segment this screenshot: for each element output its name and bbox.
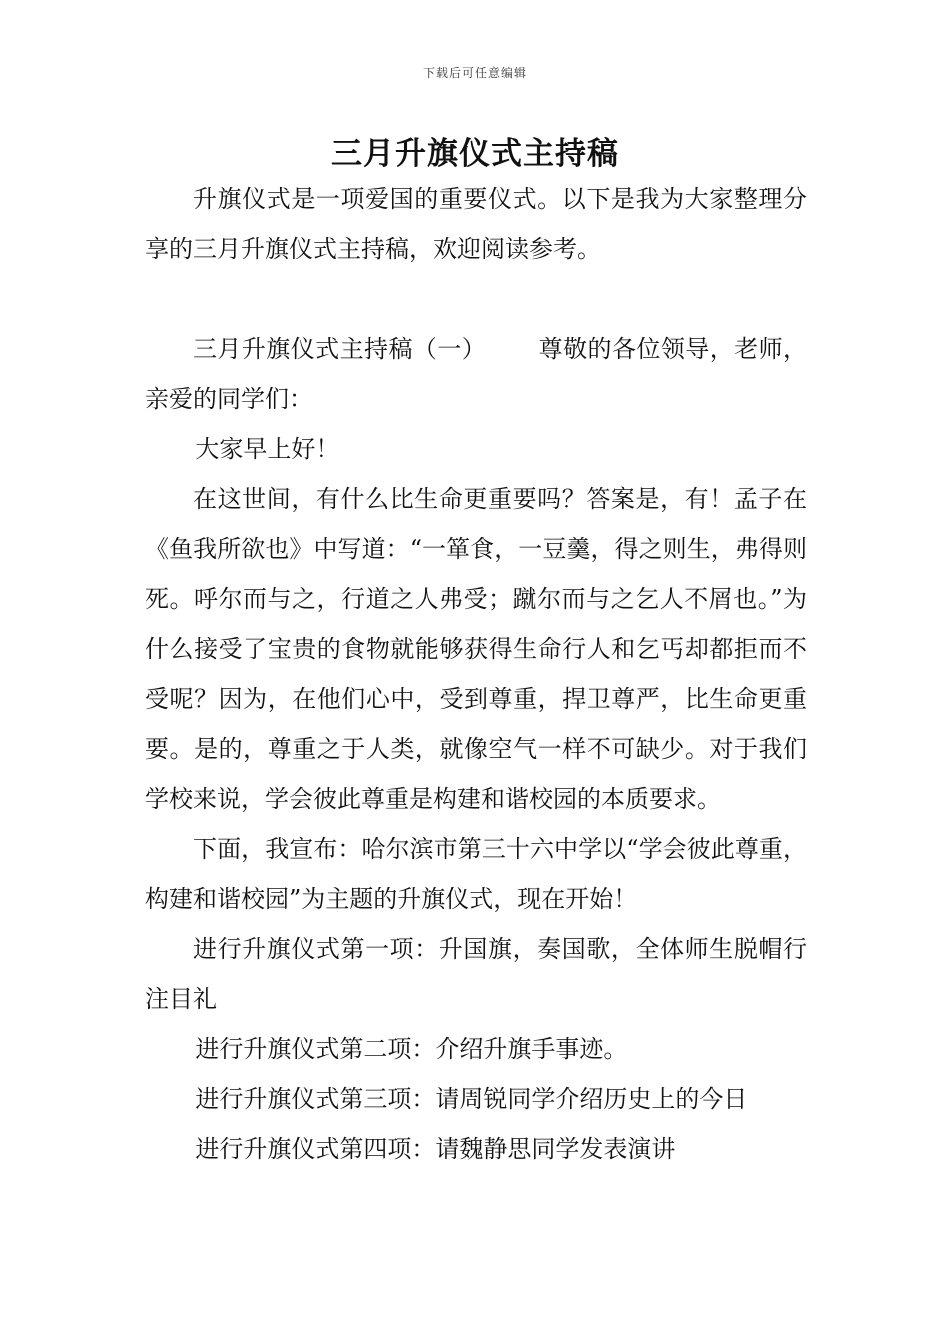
header-note: 下载后可任意编辑 [422,66,527,80]
body-paragraph-2: 下面，我宣布：哈尔滨市第三十六中学以“学会彼此尊重，构建和谐校园”为主题的升旗仪式，现在开始！ [145,835,807,913]
blank-line [145,274,807,324]
section-heading-paragraph [145,324,807,424]
document-body [145,174,807,1174]
greeting-paragraph: 大家早上好！ [195,435,340,463]
salutation: 尊敬的各位领导，老师，亲爱的同学们： [145,335,808,413]
section-heading: 三月升旗仪式主持稿（一） [193,335,487,363]
ceremony-item-1: 进行升旗仪式第一项：升国旗，奏国歌，全体师生脱帽行注目礼 [145,935,807,1013]
ceremony-item-2: 进行升旗仪式第二项：介绍升旗手事迹。 [195,1035,628,1063]
ceremony-item-3: 进行升旗仪式第三项：请周锐同学介绍历史上的今日 [195,1085,748,1113]
document-title: 三月升旗仪式主持稿 [331,136,619,172]
intro-paragraph: 升旗仪式是一项爱国的重要仪式。以下是我为大家整理分享的三月升旗仪式主持稿，欢迎阅读参考。 [145,185,807,263]
ceremony-item-4: 进行升旗仪式第四项：请魏静思同学发表演讲 [195,1135,676,1163]
body-paragraph-1: 在这世间，有什么比生命更重要吗？答案是，有！孟子在《鱼我所欲也》中写道：“一箪食，一豆羹，得之则生，弗得则死。呼尔而与之，行道之人弗受；蹴尔而与之乞人不屑也。”为什么接受了宝贵的食物就能够获得生命行人和乞丐却都拒而不受呢？因为，在他们心中，受到尊重，捍卫尊严，比生命更重要。是的，尊重之于人类，就像空气一样不可缺少。对于我们学校来说，学会彼此尊重是构建和谐校园的本质要求。 [145,485,807,813]
